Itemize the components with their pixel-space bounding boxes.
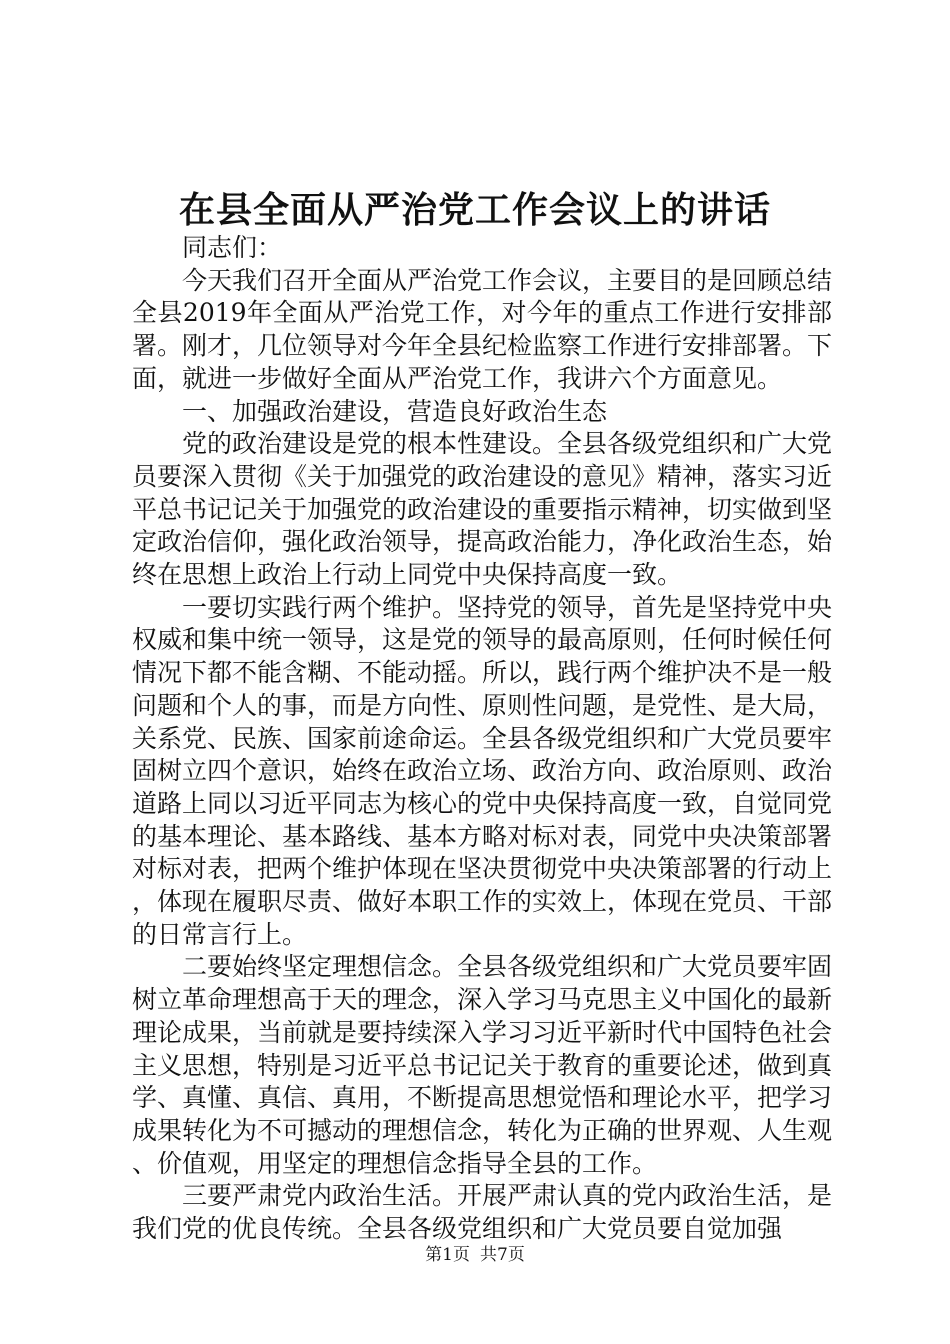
page-number: 第1页 [425, 1245, 470, 1265]
page-footer [0, 1244, 950, 1266]
intro-paragraph: 今天我们召开全面从严治党工作会议，主要目的是回顾总结全县2019年全面从严治党工作，对今年的重点工作进行安排部署。刚才，几位领导对今年全县纪检监察工作进行安排部署。下面，就进一步做好全面从严治党工作，我讲六个方面意见。 [132, 265, 833, 393]
document-body [132, 232, 832, 1246]
body-paragraph: 一要切实践行两个维护。坚持党的领导，首先是坚持党中央权威和集中统一领导，这是党的领导的最高原则，任何时候任何情况下都不能含糊、不能动摇。所以，践行两个维护决不是一般问题和个人的事，而是方向性、原则性问题，是党性、是大局，关系党、民族、国家前途命运。全县各级党组织和广大党员要牢固树立四个意识，始终在政治立场、政治方向、政治原则、政治道路上同以习近平同志为核心的党中央保持高度一致，自觉同党的基本理论、基本路线、基本方略对标对表，同党中央决策部署对标对表，把两个维护体现在坚决贯彻党中央决策部署的行动上，体现在履职尽责、做好本职工作的实效上，体现在党员、干部的日常言行上。 [132, 592, 833, 949]
body-paragraph: 党的政治建设是党的根本性建设。全县各级党组织和广大党员要深入贯彻《关于加强党的政治建设的意见》精神，落实习近平总书记记关于加强党的政治建设的重要指示精神，切实做到坚定政治信仰，强化政治领导，提高政治能力，净化政治生态，始终在思想上政治上行动上同党中央保持高度一致。 [132, 429, 833, 590]
salutation-paragraph: 同志们： [182, 233, 283, 262]
page-total: 共7页 [480, 1245, 525, 1265]
body-paragraph: 二要始终坚定理想信念。全县各级党组织和广大党员要牢固树立革命理想高于天的理念，深入学习马克思主义中国化的最新理论成果，当前就是要持续深入学习习近平新时代中国特色社会主义思想，特别是习近平总书记记关于教育的重要论述，做到真学、真懂、真信、真用，不断提高思想觉悟和理论水平，把学习成果转化为不可撼动的理想信念，转化为正确的世界观、人生观、价值观，用坚定的理想信念指导全县的工作。 [132, 952, 833, 1178]
document-title: 在县全面从严治党工作会议上的讲话 [178, 189, 771, 231]
body-paragraph: 三要严肃党内政治生活。开展严肃认真的党内政治生活，是我们党的优良传统。全县各级党组织和广大党员要自觉加强 [132, 1181, 833, 1244]
section-heading: 一、加强政治建设，营造良好政治生态 [182, 396, 608, 426]
